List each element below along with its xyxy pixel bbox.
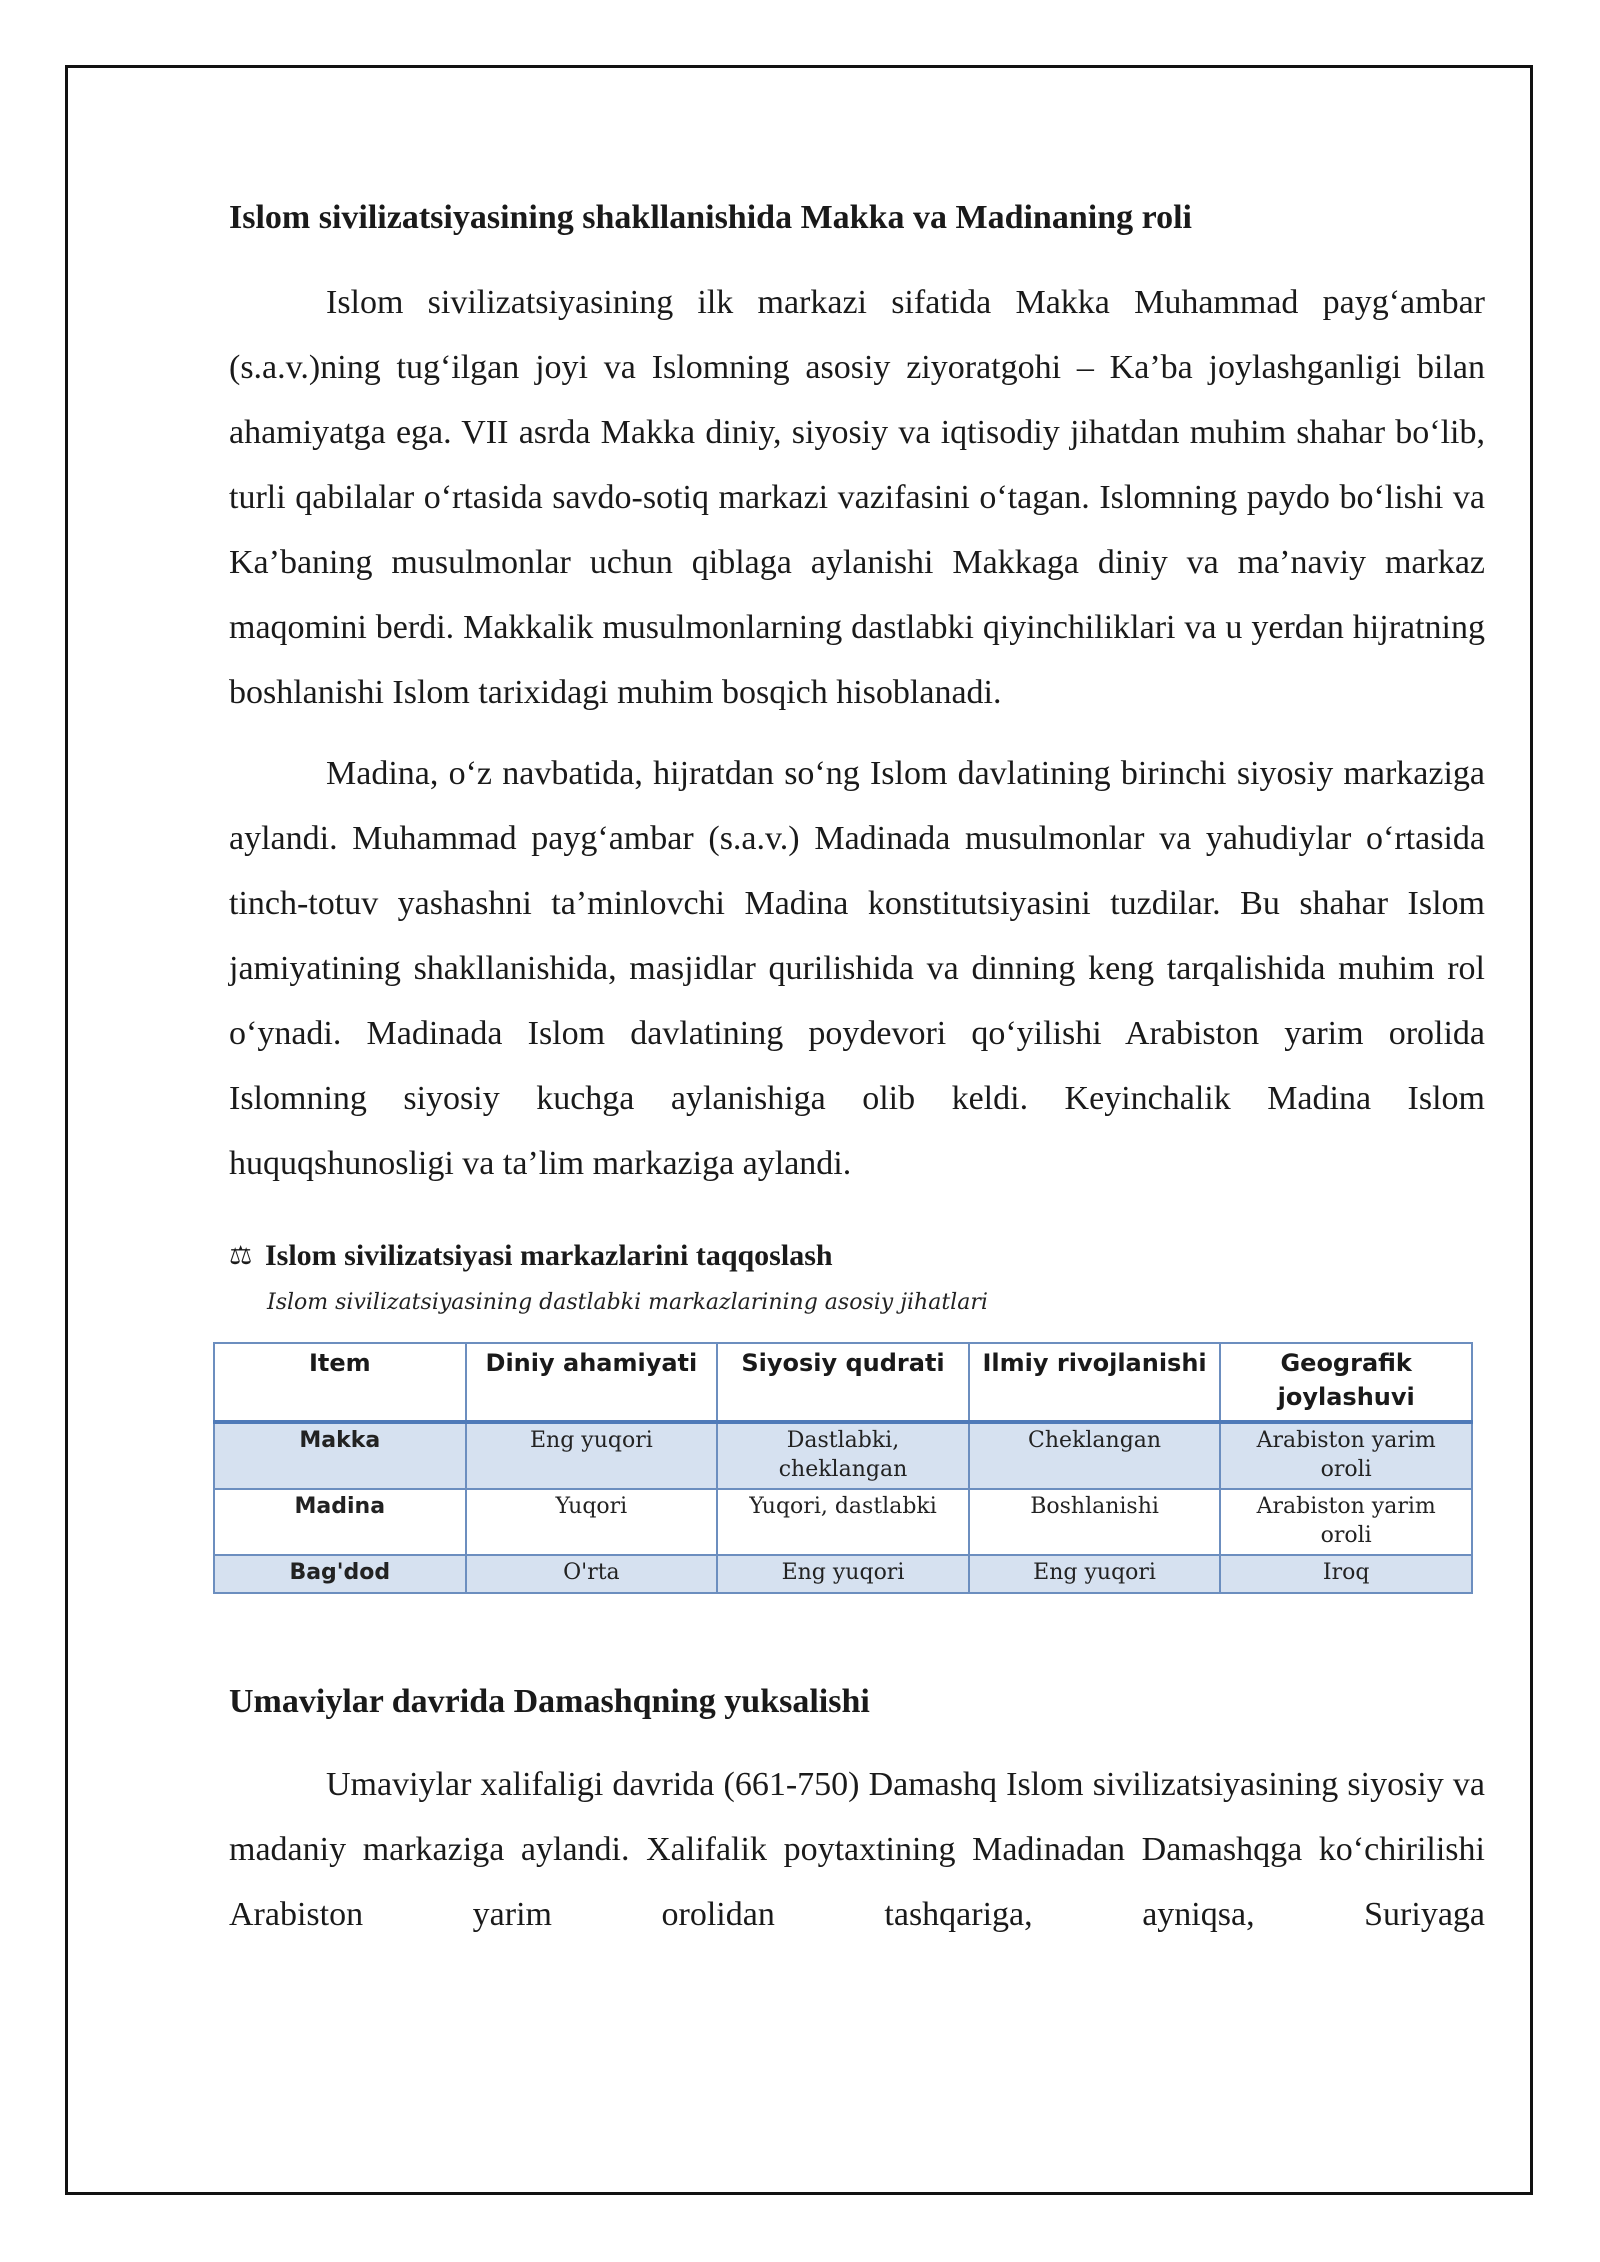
table-cell: Arabiston yarim oroli (1220, 1489, 1472, 1555)
table-subtitle: Islom sivilizatsiyasining dastlabki markazlarining asosiy jihatlari (267, 1290, 988, 1315)
document-body (229, 196, 1485, 1947)
table-cell: Eng yuqori (969, 1555, 1221, 1593)
table-cell: Madina (214, 1489, 466, 1555)
table-header-row (214, 1343, 1472, 1422)
table-title (229, 1236, 1485, 1276)
table-cell: Yuqori, dastlabki (717, 1489, 969, 1555)
table-title-text: Islom sivilizatsiyasi markazlarini taqqoslash (265, 1239, 833, 1272)
table-cell: Makka (214, 1422, 466, 1489)
table-cell: Iroq (1220, 1555, 1472, 1593)
table-row (214, 1555, 1472, 1593)
table-cell: Cheklangan (969, 1422, 1221, 1489)
paragraph-makka: Islom sivilizatsiyasining ilk markazi sifatida Makka Muhammad payg‘ambar (s.a.v.)ning tug‘ilgan joyi va Islomning asosiy ziyoratgohi – Ka’ba joylashganligi bilan ahamiyatga ega. VII asrda Makka diniy, siyosiy va iqtisodiy jihatdan muhim shahar bo‘lib, turli qabilalar o‘rtasida savdo-sotiq markazi vazifasini o‘tagan. Islomning paydo bo‘lishi va Ka’baning musulmonlar uchun qiblaga aylanishi Makkaga diniy va ma’naviy markaz maqomini berdi. Makkalik musulmonlarning dastlabki qiyinchiliklari va u yerdan hijratning boshlanishi Islom tarixidagi muhim bosqich hisoblanadi. (229, 284, 1485, 711)
table-cell: Arabiston yarim oroli (1220, 1422, 1472, 1489)
column-header-item: Item (214, 1343, 466, 1422)
scale-icon: ⚖ (229, 1241, 253, 1271)
table-cell: Boshlanishi (969, 1489, 1221, 1555)
section-heading-makka-madina: Islom sivilizatsiyasining shakllanishida Makka va Madinaning roli (229, 199, 1192, 236)
table-cell: Dastlabki, cheklangan (717, 1422, 969, 1489)
table-cell: O'rta (466, 1555, 718, 1593)
table-cell: Yuqori (466, 1489, 718, 1555)
table-row (214, 1489, 1472, 1555)
column-header-geographic: Geografik joylashuvi (1220, 1343, 1472, 1422)
paragraph-damashq: Umaviylar xalifaligi davrida (661-750) Damashq Islom sivilizatsiyasining siyosiy va madaniy markaziga aylandi. Xalifalik poytaxtining Madinadan Damashqga ko‘chirilishi Arabiston yarim orolidan tashqariga, ayniqsa, Suriyaga (229, 1766, 1485, 1933)
column-header-religious: Diniy ahamiyati (466, 1343, 718, 1422)
comparison-table-block (229, 1236, 1485, 1594)
table-cell: Eng yuqori (466, 1422, 718, 1489)
comparison-table (213, 1342, 1473, 1594)
column-header-political: Siyosiy qudrati (717, 1343, 969, 1422)
table-cell: Bag'dod (214, 1555, 466, 1593)
table-row (214, 1422, 1472, 1489)
table-cell: Eng yuqori (717, 1555, 969, 1593)
section-heading-damashq: Umaviylar davrida Damashqning yuksalishi (229, 1683, 870, 1720)
paragraph-madina: Madina, o‘z navbatida, hijratdan so‘ng Islom davlatining birinchi siyosiy markaziga aylandi. Muhammad payg‘ambar (s.a.v.) Madinada musulmonlar va yahudiylar o‘rtasida tinch-totuv yashashni ta’minlovchi Madina konstitutsiyasini tuzdilar. Bu shahar Islom jamiyatining shakllanishida, masjidlar qurilishida va dinning keng tarqalishida muhim rol o‘ynadi. Madinada Islom davlatining poydevori qo‘yilishi Arabiston yarim orolida Islomning siyosiy kuchga aylanishiga olib keldi. Keyinchalik Madina Islom huquqshunosligi va ta’lim markaziga aylandi. (229, 755, 1485, 1182)
column-header-scientific: Ilmiy rivojlanishi (969, 1343, 1221, 1422)
